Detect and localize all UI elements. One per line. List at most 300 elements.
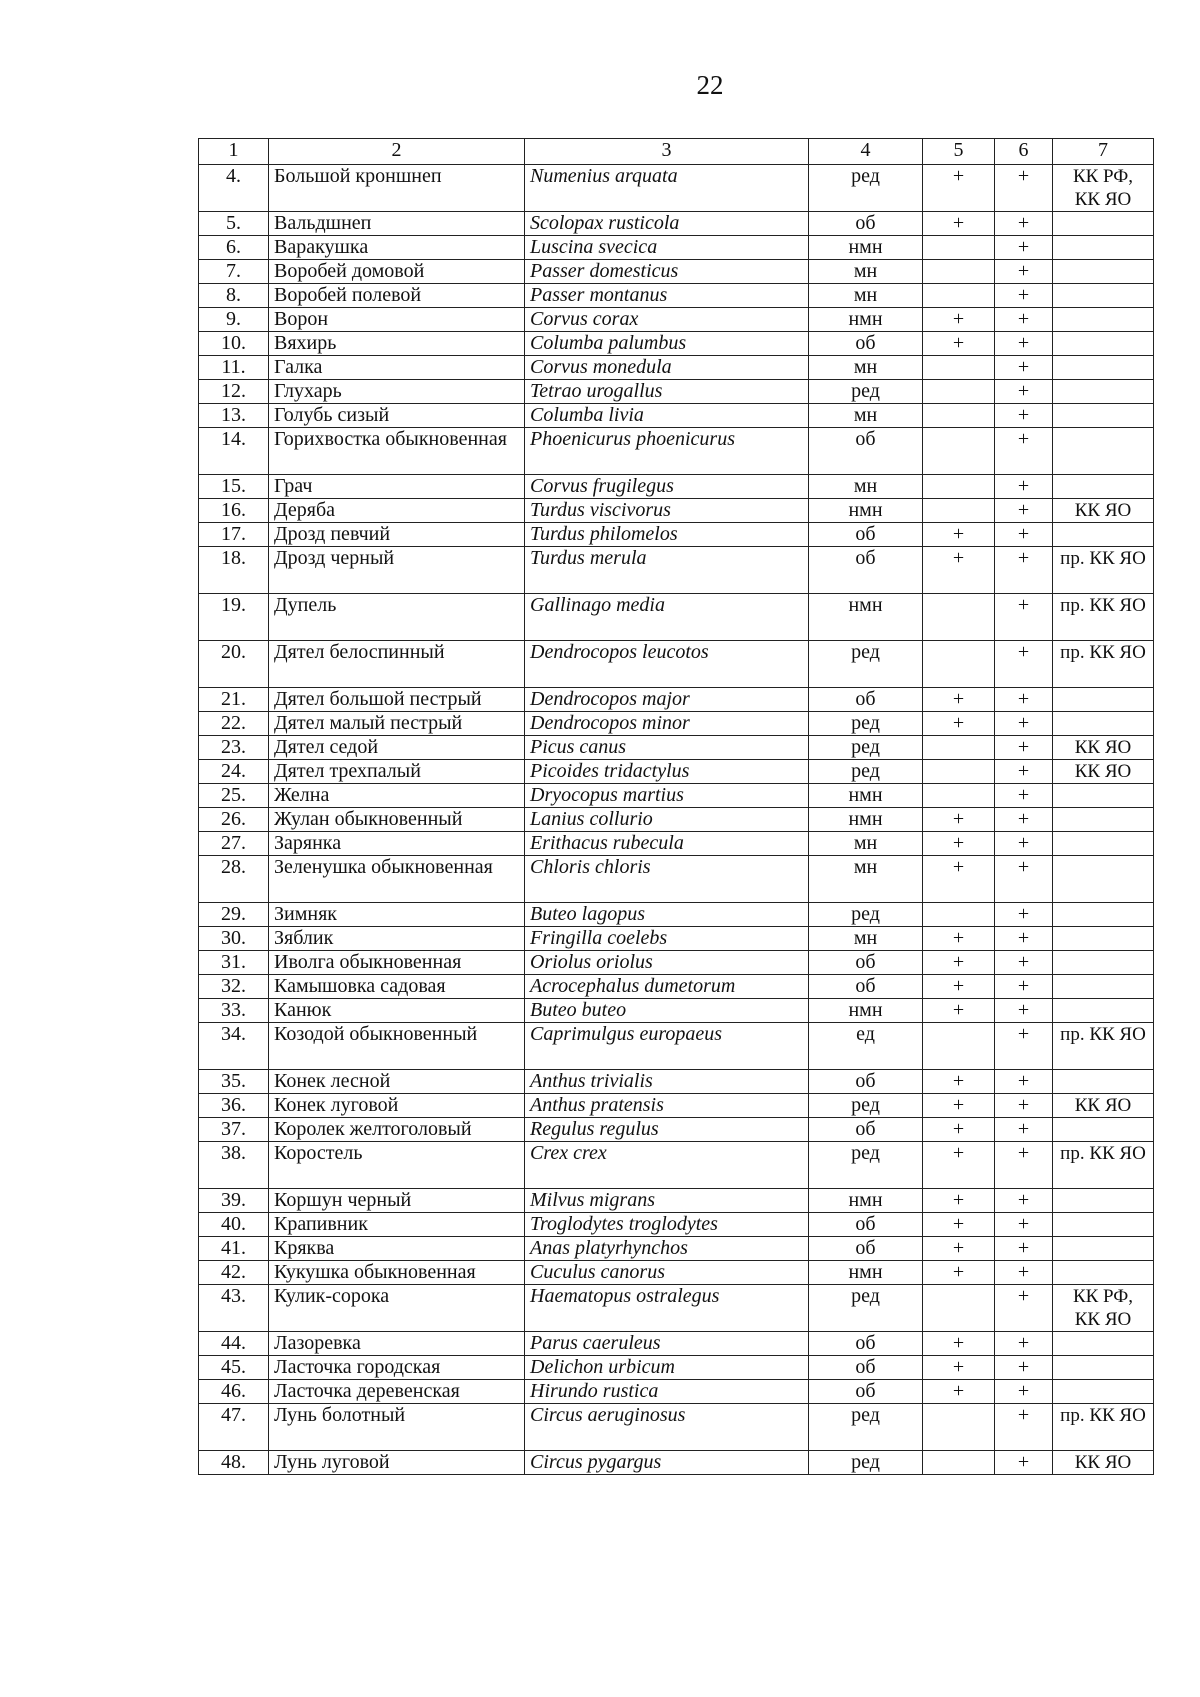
row-number: 34. (199, 1023, 269, 1070)
column-6-mark: + (995, 1237, 1053, 1261)
table-row (199, 784, 1154, 808)
abundance: ред (809, 736, 923, 760)
column-6-mark: + (995, 284, 1053, 308)
column-5-mark (923, 475, 995, 499)
protection-status (1053, 260, 1154, 284)
common-name: Дятел малый пестрый (269, 712, 525, 736)
column-5-mark (923, 380, 995, 404)
column-5-mark (923, 404, 995, 428)
latin-name: Acrocephalus dumetorum (525, 975, 809, 999)
latin-name: Dendrocopos minor (525, 712, 809, 736)
table-row (199, 641, 1154, 688)
protection-status (1053, 712, 1154, 736)
column-5-mark: + (923, 1118, 995, 1142)
column-5-mark (923, 736, 995, 760)
abundance: об (809, 1332, 923, 1356)
table-row (199, 999, 1154, 1023)
latin-name: Oriolus oriolus (525, 951, 809, 975)
abundance: об (809, 1070, 923, 1094)
latin-name: Corvus monedula (525, 356, 809, 380)
abundance: об (809, 1356, 923, 1380)
latin-name: Scolopax rusticola (525, 212, 809, 236)
row-number: 4. (199, 165, 269, 212)
common-name: Иволга обыкновенная (269, 951, 525, 975)
latin-name: Crex crex (525, 1142, 809, 1189)
latin-name: Tetrao urogallus (525, 380, 809, 404)
column-6-mark: + (995, 499, 1053, 523)
protection-status: КК РФ, КК ЯО (1053, 165, 1154, 212)
column-6-mark: + (995, 1380, 1053, 1404)
column-6-mark: + (995, 236, 1053, 260)
table-row (199, 260, 1154, 284)
common-name: Коршун черный (269, 1189, 525, 1213)
common-name: Коростель (269, 1142, 525, 1189)
column-5-mark: + (923, 1237, 995, 1261)
row-number: 15. (199, 475, 269, 499)
column-6-mark: + (995, 332, 1053, 356)
column-6-mark: + (995, 260, 1053, 284)
table-row (199, 903, 1154, 927)
table-row (199, 284, 1154, 308)
protection-status (1053, 236, 1154, 260)
abundance: ред (809, 380, 923, 404)
abundance: ед (809, 1023, 923, 1070)
table-row (199, 594, 1154, 641)
table-row (199, 428, 1154, 475)
latin-name: Lanius collurio (525, 808, 809, 832)
column-5-mark (923, 284, 995, 308)
protection-status: пр. КК ЯО (1053, 1023, 1154, 1070)
row-number: 29. (199, 903, 269, 927)
protection-status (1053, 428, 1154, 475)
common-name: Ласточка деревенская (269, 1380, 525, 1404)
abundance: мн (809, 927, 923, 951)
column-5-mark: + (923, 1213, 995, 1237)
abundance: мн (809, 856, 923, 903)
common-name: Дрозд певчий (269, 523, 525, 547)
protection-status (1053, 1118, 1154, 1142)
column-6-mark: + (995, 380, 1053, 404)
column-5-mark (923, 356, 995, 380)
protection-status (1053, 1189, 1154, 1213)
protection-status (1053, 475, 1154, 499)
row-number: 31. (199, 951, 269, 975)
column-5-mark (923, 1451, 995, 1475)
column-5-mark: + (923, 688, 995, 712)
column-5-mark: + (923, 523, 995, 547)
column-header: 7 (1053, 139, 1154, 165)
table-row (199, 736, 1154, 760)
column-5-mark: + (923, 1356, 995, 1380)
column-6-mark: + (995, 1356, 1053, 1380)
column-6-mark: + (995, 404, 1053, 428)
latin-name: Erithacus rubecula (525, 832, 809, 856)
protection-status: пр. КК ЯО (1053, 1404, 1154, 1451)
abundance: нмн (809, 784, 923, 808)
row-number: 43. (199, 1285, 269, 1332)
table-row (199, 975, 1154, 999)
column-6-mark: + (995, 475, 1053, 499)
abundance: ред (809, 1285, 923, 1332)
protection-status (1053, 404, 1154, 428)
row-number: 18. (199, 547, 269, 594)
common-name: Лунь луговой (269, 1451, 525, 1475)
table-row (199, 356, 1154, 380)
latin-name: Circus aeruginosus (525, 1404, 809, 1451)
table-row (199, 1189, 1154, 1213)
column-5-mark (923, 594, 995, 641)
table-row (199, 1118, 1154, 1142)
abundance: ред (809, 1451, 923, 1475)
protection-status (1053, 356, 1154, 380)
protection-status (1053, 212, 1154, 236)
column-6-mark: + (995, 808, 1053, 832)
column-header: 5 (923, 139, 995, 165)
protection-status (1053, 523, 1154, 547)
protection-status (1053, 332, 1154, 356)
common-name: Голубь сизый (269, 404, 525, 428)
common-name: Ласточка городская (269, 1356, 525, 1380)
latin-name: Passer montanus (525, 284, 809, 308)
table-row (199, 1023, 1154, 1070)
table-row (199, 499, 1154, 523)
abundance: об (809, 428, 923, 475)
table-row (199, 1094, 1154, 1118)
common-name: Желна (269, 784, 525, 808)
column-5-mark (923, 260, 995, 284)
row-number: 35. (199, 1070, 269, 1094)
protection-status: КК ЯО (1053, 1451, 1154, 1475)
table-row (199, 1070, 1154, 1094)
common-name: Кукушка обыкновенная (269, 1261, 525, 1285)
row-number: 36. (199, 1094, 269, 1118)
protection-status: КК ЯО (1053, 499, 1154, 523)
column-6-mark: + (995, 856, 1053, 903)
protection-status (1053, 308, 1154, 332)
table-row (199, 332, 1154, 356)
latin-name: Troglodytes troglodytes (525, 1213, 809, 1237)
column-6-mark: + (995, 212, 1053, 236)
abundance: об (809, 547, 923, 594)
latin-name: Regulus regulus (525, 1118, 809, 1142)
table-row (199, 523, 1154, 547)
latin-name: Picus canus (525, 736, 809, 760)
latin-name: Turdus viscivorus (525, 499, 809, 523)
table-row (199, 1356, 1154, 1380)
common-name: Большой кроншнеп (269, 165, 525, 212)
protection-status (1053, 284, 1154, 308)
table-row (199, 1332, 1154, 1356)
row-number: 7. (199, 260, 269, 284)
row-number: 21. (199, 688, 269, 712)
protection-status (1053, 380, 1154, 404)
row-number: 24. (199, 760, 269, 784)
row-number: 39. (199, 1189, 269, 1213)
common-name: Дятел большой пестрый (269, 688, 525, 712)
column-5-mark: + (923, 712, 995, 736)
common-name: Зеленушка обыкновенная (269, 856, 525, 903)
common-name: Конек лесной (269, 1070, 525, 1094)
column-6-mark: + (995, 1070, 1053, 1094)
column-5-mark: + (923, 927, 995, 951)
column-6-mark: + (995, 1118, 1053, 1142)
column-5-mark (923, 1404, 995, 1451)
abundance: мн (809, 404, 923, 428)
column-6-mark: + (995, 736, 1053, 760)
table-row (199, 951, 1154, 975)
table-row (199, 1451, 1154, 1475)
latin-name: Gallinago media (525, 594, 809, 641)
common-name: Камышовка садовая (269, 975, 525, 999)
column-5-mark: + (923, 332, 995, 356)
protection-status (1053, 688, 1154, 712)
column-5-mark: + (923, 832, 995, 856)
protection-status (1053, 999, 1154, 1023)
column-6-mark: + (995, 428, 1053, 475)
abundance: об (809, 212, 923, 236)
table-row (199, 380, 1154, 404)
latin-name: Fringilla coelebs (525, 927, 809, 951)
latin-name: Phoenicurus phoenicurus (525, 428, 809, 475)
abundance: об (809, 1213, 923, 1237)
row-number: 26. (199, 808, 269, 832)
common-name: Глухарь (269, 380, 525, 404)
latin-name: Hirundo rustica (525, 1380, 809, 1404)
column-6-mark: + (995, 1261, 1053, 1285)
latin-name: Circus pygargus (525, 1451, 809, 1475)
table-row (199, 760, 1154, 784)
abundance: об (809, 1380, 923, 1404)
abundance: об (809, 688, 923, 712)
table-row (199, 1404, 1154, 1451)
column-5-mark: + (923, 547, 995, 594)
latin-name: Chloris chloris (525, 856, 809, 903)
common-name: Воробей полевой (269, 284, 525, 308)
table-row (199, 547, 1154, 594)
table-row (199, 832, 1154, 856)
column-6-mark: + (995, 1189, 1053, 1213)
abundance: мн (809, 832, 923, 856)
column-6-mark: + (995, 1404, 1053, 1451)
latin-name: Picoides tridactylus (525, 760, 809, 784)
row-number: 44. (199, 1332, 269, 1356)
row-number: 25. (199, 784, 269, 808)
latin-name: Parus caeruleus (525, 1332, 809, 1356)
protection-status (1053, 856, 1154, 903)
row-number: 41. (199, 1237, 269, 1261)
table-row (199, 1213, 1154, 1237)
abundance: ред (809, 760, 923, 784)
common-name: Канюк (269, 999, 525, 1023)
latin-name: Dryocopus martius (525, 784, 809, 808)
latin-name: Luscina svecica (525, 236, 809, 260)
species-table (198, 138, 1154, 1475)
abundance: мн (809, 475, 923, 499)
column-header: 6 (995, 139, 1053, 165)
table-row (199, 688, 1154, 712)
table-row (199, 404, 1154, 428)
column-6-mark: + (995, 1142, 1053, 1189)
row-number: 48. (199, 1451, 269, 1475)
protection-status: КК ЯО (1053, 760, 1154, 784)
column-6-mark: + (995, 1094, 1053, 1118)
column-5-mark (923, 1285, 995, 1332)
abundance: нмн (809, 236, 923, 260)
column-6-mark: + (995, 712, 1053, 736)
latin-name: Turdus merula (525, 547, 809, 594)
header-row (199, 139, 1154, 165)
column-5-mark: + (923, 856, 995, 903)
column-6-mark: + (995, 832, 1053, 856)
abundance: ред (809, 903, 923, 927)
latin-name: Columba livia (525, 404, 809, 428)
abundance: нмн (809, 594, 923, 641)
column-5-mark: + (923, 1189, 995, 1213)
common-name: Крапивник (269, 1213, 525, 1237)
row-number: 9. (199, 308, 269, 332)
column-6-mark: + (995, 1213, 1053, 1237)
latin-name: Dendrocopos leucotos (525, 641, 809, 688)
column-5-mark: + (923, 951, 995, 975)
column-6-mark: + (995, 165, 1053, 212)
table-row (199, 165, 1154, 212)
common-name: Варакушка (269, 236, 525, 260)
row-number: 33. (199, 999, 269, 1023)
common-name: Зимняк (269, 903, 525, 927)
column-6-mark: + (995, 903, 1053, 927)
protection-status (1053, 1380, 1154, 1404)
common-name: Горихвостка обыкновенная (269, 428, 525, 475)
row-number: 27. (199, 832, 269, 856)
column-6-mark: + (995, 999, 1053, 1023)
row-number: 13. (199, 404, 269, 428)
abundance: об (809, 975, 923, 999)
row-number: 30. (199, 927, 269, 951)
protection-status: КК РФ, КК ЯО (1053, 1285, 1154, 1332)
table-body (199, 139, 1154, 1475)
protection-status: пр. КК ЯО (1053, 1142, 1154, 1189)
column-5-mark (923, 1023, 995, 1070)
row-number: 37. (199, 1118, 269, 1142)
table-row (199, 1142, 1154, 1189)
row-number: 17. (199, 523, 269, 547)
abundance: об (809, 951, 923, 975)
common-name: Кулик-сорока (269, 1285, 525, 1332)
column-5-mark: + (923, 808, 995, 832)
column-5-mark: + (923, 1332, 995, 1356)
column-5-mark (923, 903, 995, 927)
column-6-mark: + (995, 951, 1053, 975)
row-number: 38. (199, 1142, 269, 1189)
latin-name: Caprimulgus europaeus (525, 1023, 809, 1070)
abundance: нмн (809, 1261, 923, 1285)
column-6-mark: + (995, 927, 1053, 951)
row-number: 47. (199, 1404, 269, 1451)
protection-status (1053, 975, 1154, 999)
row-number: 19. (199, 594, 269, 641)
column-5-mark (923, 641, 995, 688)
protection-status (1053, 1237, 1154, 1261)
protection-status: КК ЯО (1053, 1094, 1154, 1118)
row-number: 6. (199, 236, 269, 260)
protection-status: пр. КК ЯО (1053, 641, 1154, 688)
column-5-mark: + (923, 1261, 995, 1285)
protection-status (1053, 951, 1154, 975)
table-row (199, 236, 1154, 260)
row-number: 28. (199, 856, 269, 903)
table-row (199, 1285, 1154, 1332)
common-name: Кряква (269, 1237, 525, 1261)
row-number: 16. (199, 499, 269, 523)
latin-name: Corvus corax (525, 308, 809, 332)
protection-status: пр. КК ЯО (1053, 547, 1154, 594)
abundance: ред (809, 712, 923, 736)
abundance: об (809, 332, 923, 356)
protection-status (1053, 1261, 1154, 1285)
table-row (199, 308, 1154, 332)
common-name: Воробей домовой (269, 260, 525, 284)
table-row (199, 1380, 1154, 1404)
row-number: 45. (199, 1356, 269, 1380)
abundance: ред (809, 1404, 923, 1451)
column-5-mark: + (923, 1142, 995, 1189)
abundance: об (809, 1118, 923, 1142)
abundance: мн (809, 356, 923, 380)
protection-status: КК ЯО (1053, 736, 1154, 760)
latin-name: Turdus philomelos (525, 523, 809, 547)
column-6-mark: + (995, 784, 1053, 808)
latin-name: Milvus migrans (525, 1189, 809, 1213)
table-row (199, 927, 1154, 951)
page-number: 22 (696, 70, 724, 100)
table-row (199, 856, 1154, 903)
column-5-mark (923, 760, 995, 784)
abundance: об (809, 523, 923, 547)
abundance: нмн (809, 999, 923, 1023)
latin-name: Corvus frugilegus (525, 475, 809, 499)
common-name: Зяблик (269, 927, 525, 951)
common-name: Галка (269, 356, 525, 380)
latin-name: Passer domesticus (525, 260, 809, 284)
common-name: Козодой обыкновенный (269, 1023, 525, 1070)
row-number: 8. (199, 284, 269, 308)
row-number: 32. (199, 975, 269, 999)
abundance: нмн (809, 808, 923, 832)
common-name: Дятел седой (269, 736, 525, 760)
column-5-mark: + (923, 1380, 995, 1404)
abundance: об (809, 1237, 923, 1261)
column-header: 1 (199, 139, 269, 165)
column-6-mark: + (995, 1332, 1053, 1356)
row-number: 23. (199, 736, 269, 760)
protection-status: пр. КК ЯО (1053, 594, 1154, 641)
latin-name: Delichon urbicum (525, 1356, 809, 1380)
column-header: 4 (809, 139, 923, 165)
column-5-mark: + (923, 975, 995, 999)
protection-status (1053, 1356, 1154, 1380)
latin-name: Buteo lagopus (525, 903, 809, 927)
protection-status (1053, 1070, 1154, 1094)
abundance: ред (809, 165, 923, 212)
abundance: ред (809, 1142, 923, 1189)
column-5-mark (923, 428, 995, 475)
protection-status (1053, 808, 1154, 832)
column-5-mark: + (923, 1094, 995, 1118)
common-name: Конек луговой (269, 1094, 525, 1118)
row-number: 40. (199, 1213, 269, 1237)
common-name: Ворон (269, 308, 525, 332)
table-row (199, 712, 1154, 736)
